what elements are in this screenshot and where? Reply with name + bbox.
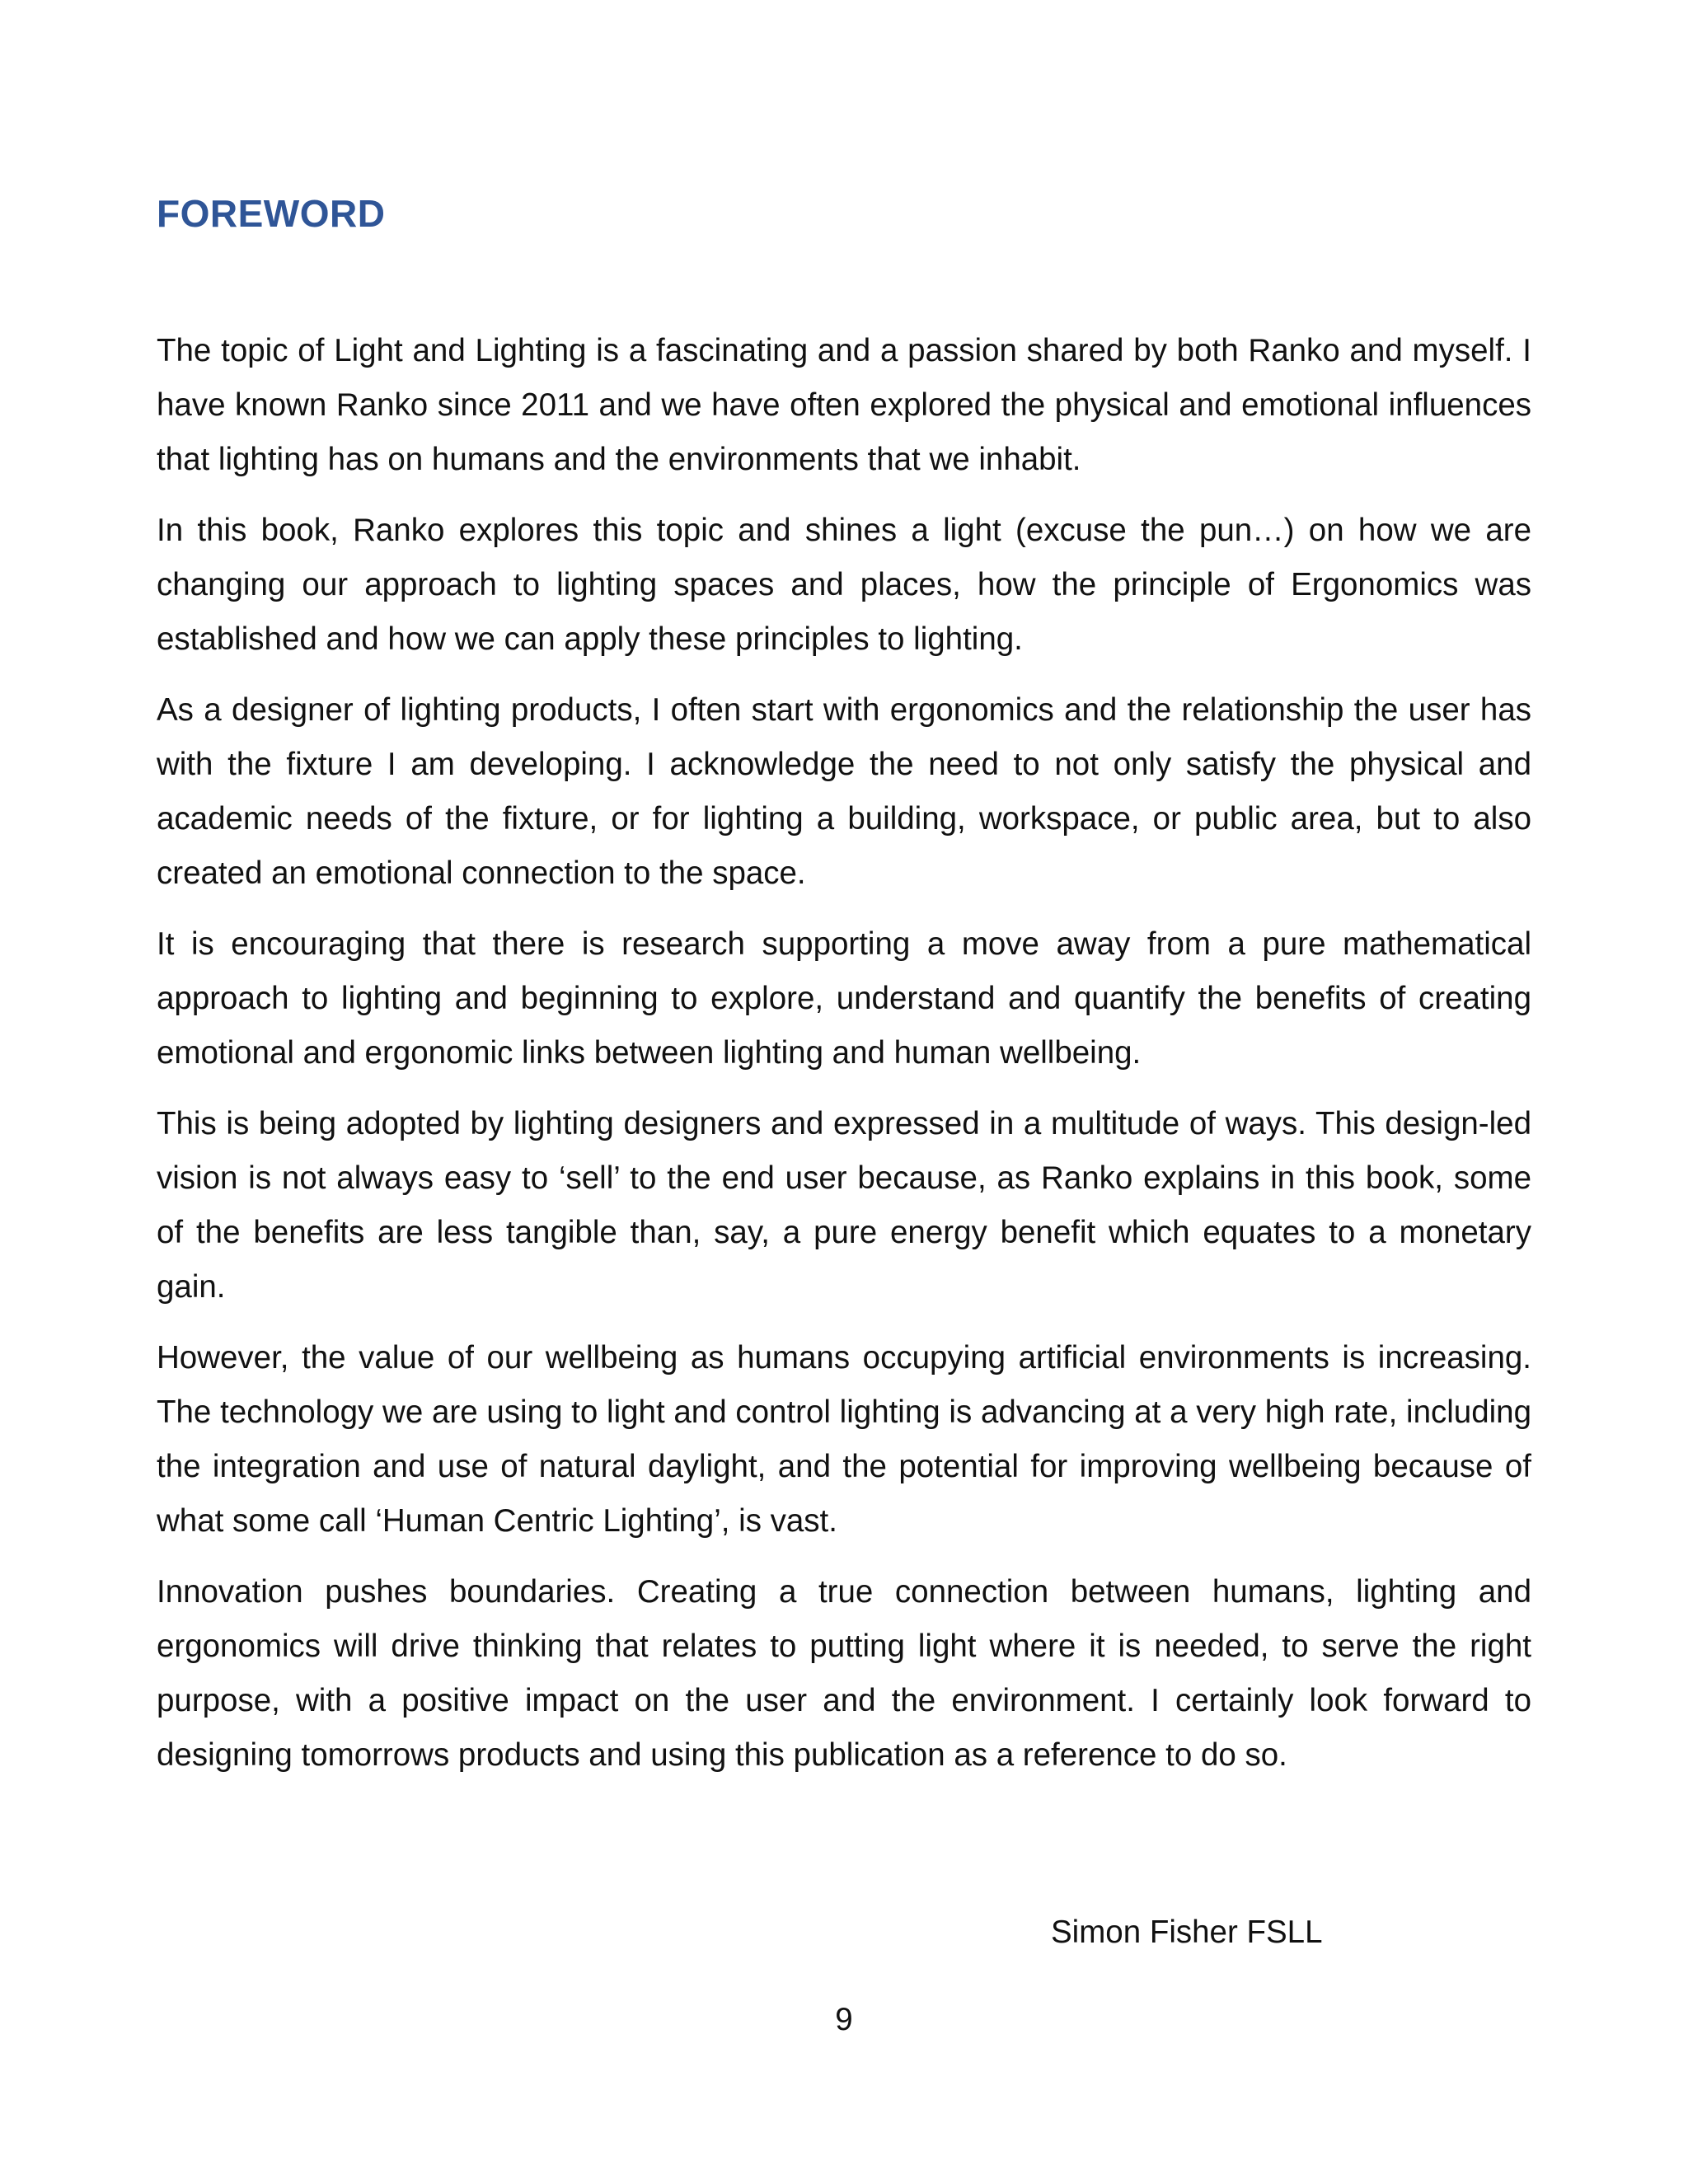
paragraph-7: Innovation pushes boundaries. Creating a true connection between humans, lighting and ergonomics will drive thinking that relates to putting light where it is needed, to serve the right purpose, with a positive impact on the user and the environment. I certainly look forward to designing tomorrows products and using this publication as a reference to do so. [157,1574,1531,1773]
page-number: 9 [835,2002,853,2037]
author-signature: Simon Fisher FSLL [1051,1915,1323,1950]
paragraph-6: However, the value of our wellbeing as humans occupying artificial environments is increasing. The technology we are using to light and control lighting is advancing at a very high rate, including the integration and use of natural daylight, and the potential for improving wellbeing because of what some call ‘Human Centric Lighting’, is vast. [157,1340,1531,1539]
paragraph-3: As a designer of lighting products, I often start with ergonomics and the relationship the user has with the fixture I am developing. I acknowledge the need to not only satisfy the physical and academic needs of the fixture, or for lighting a building, workspace, or public area, but to also created an emotional connection to the space. [157,692,1531,891]
paragraph-2: In this book, Ranko explores this topic and shines a light (excuse the pun…) on how we are changing our approach to lighting spaces and places, how the principle of Ergonomics was established and how we can apply these principles to lighting. [157,513,1531,657]
paragraph-1: The topic of Light and Lighting is a fascinating and a passion shared by both Ranko and myself. I have known Ranko since 2011 and we have often explored the physical and emotional influences that lighting has on humans and the environments that we inhabit. [157,333,1531,477]
paragraph-4: It is encouraging that there is research supporting a move away from a pure mathematical approach to lighting and beginning to explore, understand and quantify the benefits of creating emotional and ergonomic links between lighting and human wellbeing. [157,926,1531,1071]
body-text [157,324,1531,1799]
paragraph-5: This is being adopted by lighting designers and expressed in a multitude of ways. This design-led vision is not always easy to ‘sell’ to the end user because, as Ranko explains in this book, some of the benefits are less tangible than, say, a pure energy benefit which equates to a monetary gain. [157,1106,1531,1305]
page-title: FOREWORD [157,192,386,235]
